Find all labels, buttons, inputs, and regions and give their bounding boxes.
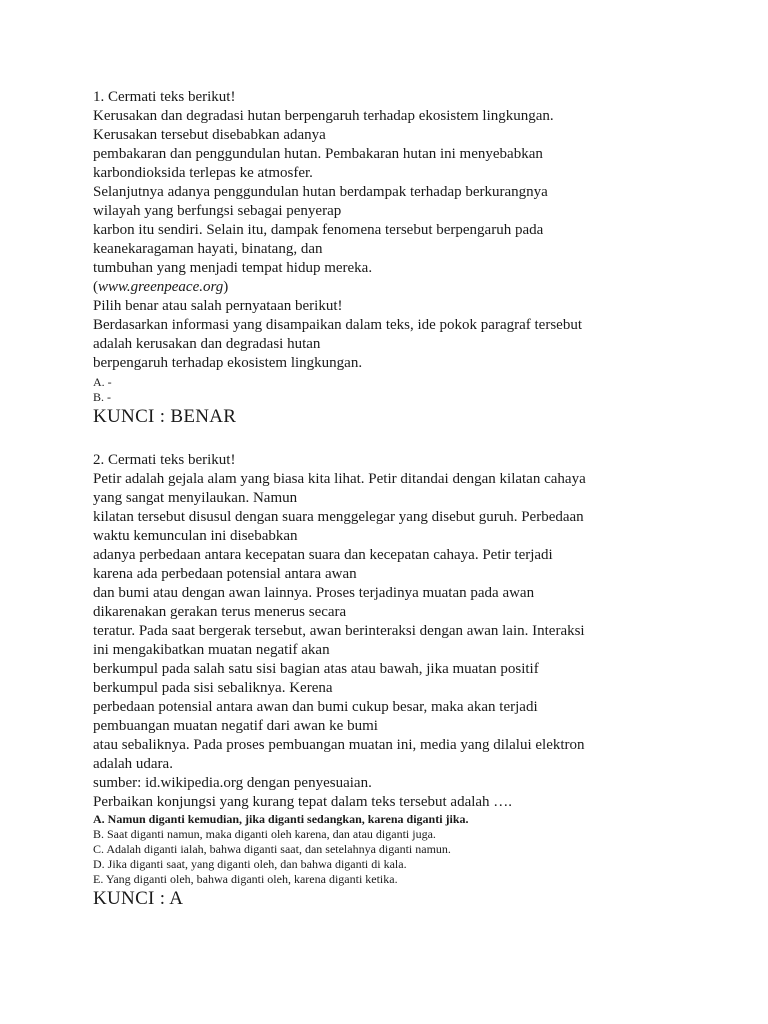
question-2-text-line: dikarenakan gerakan terus menerus secara [93,604,347,620]
question-1-text-line: karbondioksida terlepas ke atmosfer. [93,165,313,181]
question-1-option-a: A. - [93,375,112,389]
source-site: www.greenpeace.org [98,279,224,295]
question-2-text-line: berkumpul pada salah satu sisi bagian atas atau bawah, jika muatan positif [93,661,539,677]
question-2-title: 2. Cermati teks berikut! [93,452,236,468]
question-2-text-line: ini mengakibatkan muatan negatif akan [93,642,330,658]
question-2-text-line: waktu kemunculan ini disebabkan [93,528,298,544]
question-1-text-line: pembakaran dan penggundulan hutan. Pembakaran hutan ini menyebabkan [93,146,543,162]
question-1-source [93,278,713,297]
question-2-text-line: karena ada perbedaan potensial antara awan [93,566,357,582]
question-2-prompt-line: Perbaikan konjungsi yang kurang tepat dalam teks tersebut adalah …. [93,794,513,810]
question-2-text-line: perbedaan potensial antara awan dan bumi cukup besar, maka akan terjadi [93,699,538,715]
question-2-text-line: atau sebaliknya. Pada proses pembuangan muatan ini, media yang dilalui elektron [93,737,585,753]
question-1-option-b: B. - [93,390,111,404]
question-1-prompt-line: adalah kerusakan dan degradasi hutan [93,336,321,352]
question-1-prompt-line: Berdasarkan informasi yang disampaikan dalam teks, ide pokok paragraf tersebut [93,317,583,333]
question-2 [93,451,713,911]
question-2-option-e: E. Yang diganti oleh, bahwa diganti oleh, karena diganti ketika. [93,872,398,886]
question-1 [93,88,713,429]
question-1-prompt-line: Pilih benar atau salah pernyataan berikut! [93,298,343,314]
question-2-text-line: adanya perbedaan antara kecepatan suara dan kecepatan cahaya. Petir terjadi [93,547,553,563]
source-suffix: ) [223,279,229,295]
question-1-text-line: wilayah yang berfungsi sebagai penyerap [93,203,342,219]
question-2-text-line: pembuangan muatan negatif dari awan ke bumi [93,718,378,734]
question-2-text-line: berkumpul pada sisi sebaliknya. Kerena [93,680,333,696]
question-2-option-c: C. Adalah diganti ialah, bahwa diganti saat, dan setelahnya diganti namun. [93,842,451,856]
document-page [93,88,713,911]
question-1-text-line: keanekaragaman hayati, binatang, dan [93,241,323,257]
question-2-text-line: Petir adalah gejala alam yang biasa kita lihat. Petir ditandai dengan kilatan cahaya [93,471,586,487]
question-2-source-line: sumber: id.wikipedia.org dengan penyesuaian. [93,775,372,791]
question-2-text-line: kilatan tersebut disusul dengan suara menggelegar yang disebut guruh. Perbedaan [93,509,584,525]
question-1-text-line: Kerusakan dan degradasi hutan berpengaruh terhadap ekosistem lingkungan. [93,108,554,124]
source-prefix: ( [93,279,98,295]
question-1-text-line: Kerusakan tersebut disebabkan adanya [93,127,326,143]
question-1-text-line: karbon itu sendiri. Selain itu, dampak fenomena tersebut berpengaruh pada [93,222,544,238]
question-1-prompt-line: berpengaruh terhadap ekosistem lingkungan. [93,355,363,371]
question-1-text-line: Selanjutnya adanya penggundulan hutan berdampak terhadap berkurangnya [93,184,548,200]
question-2-text-line: teratur. Pada saat bergerak tersebut, awan berinteraksi dengan awan lain. Interaksi [93,623,585,639]
question-1-answer-key: KUNCI : BENAR [93,406,237,427]
question-2-text-line: yang sangat menyilaukan. Namun [93,490,298,506]
question-2-option-a: A. Namun diganti kemudian, jika diganti sedangkan, karena diganti jika. [93,812,469,826]
question-2-option-d: D. Jika diganti saat, yang diganti oleh, dan bahwa diganti di kala. [93,857,407,871]
question-2-option-b: B. Saat diganti namun, maka diganti oleh karena, dan atau diganti juga. [93,827,436,841]
question-2-text-line: dan bumi atau dengan awan lainnya. Proses terjadinya muatan pada awan [93,585,535,601]
question-2-text-line: adalah udara. [93,756,173,772]
question-2-answer-key: KUNCI : A [93,888,184,909]
question-1-title: 1. Cermati teks berikut! [93,89,236,105]
question-1-text-line: tumbuhan yang menjadi tempat hidup mereka. [93,260,373,276]
